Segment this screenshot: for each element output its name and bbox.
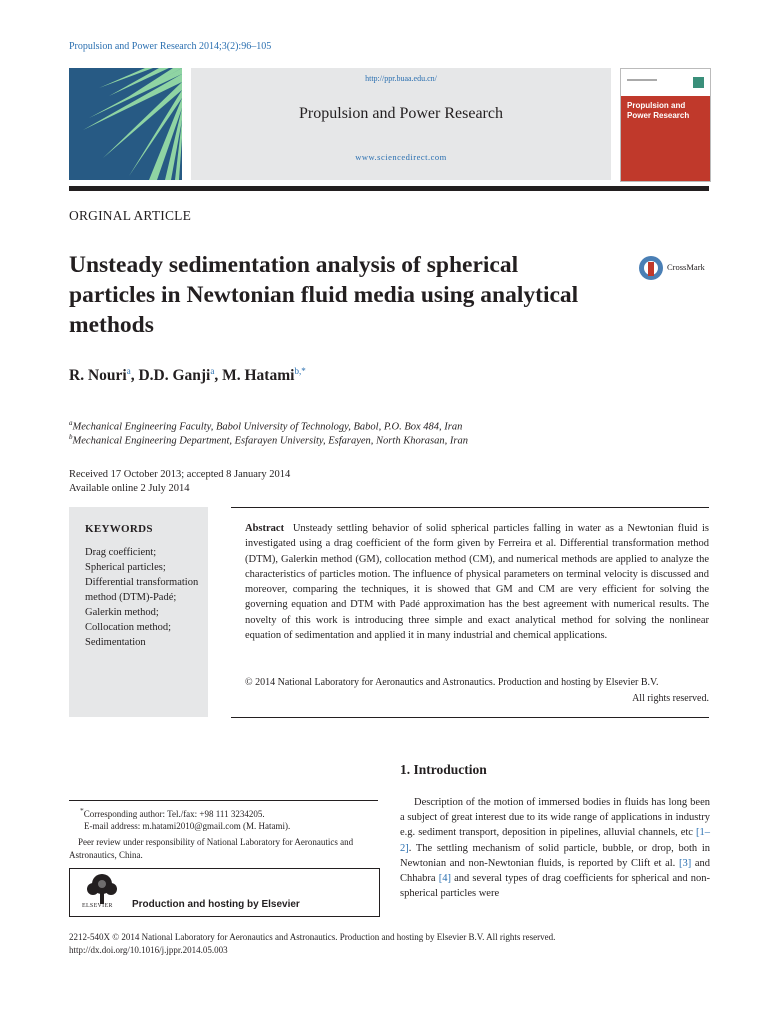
keyword-item: Drag coefficient; (85, 547, 157, 558)
issn-copyright: 2212-540X © 2014 National Laboratory for Aeronautics and Astronautics. Production and hosting by Elsevier B.V. All rights reserved. (69, 932, 556, 942)
author-affiliation-link[interactable]: a (126, 366, 131, 376)
abstract-label: Abstract (245, 523, 285, 534)
keywords-box (69, 507, 208, 717)
keywords-heading: KEYWORDS (85, 523, 153, 535)
author-affiliation-link[interactable]: a (210, 366, 215, 376)
reference-link[interactable]: [1–2] (400, 827, 710, 854)
doi-link[interactable]: http://dx.doi.org/10.1016/j.jppr.2014.05.003 (69, 945, 228, 955)
keyword-item: Collocation method; (85, 622, 172, 633)
corresponding-author-note: *Corresponding author: Tel./fax: +98 111 3234205. (80, 806, 265, 819)
elsevier-banner (69, 868, 380, 917)
elsevier-hosting-text: Production and hosting by Elsevier (132, 899, 300, 910)
abstract-rights: All rights reserved. (632, 693, 709, 704)
keywords-list (85, 545, 203, 650)
abstract-top-rule (231, 507, 709, 508)
keyword-item: Differential transformation method (DTM)-Padé; (85, 577, 199, 603)
keyword-item: Spherical particles; (85, 562, 166, 573)
journal-citation[interactable]: Propulsion and Power Research 2014;3(2):96–105 (69, 41, 272, 52)
keyword-item: Sedimentation (85, 637, 146, 648)
author-affiliation-link[interactable]: b,* (294, 366, 306, 376)
reference-link[interactable]: [3] (678, 857, 692, 869)
author-email[interactable]: E-mail address: m.hatami2010@gmail.com (M. Hatami). (84, 821, 291, 831)
journal-url-link[interactable]: http://ppr.buaa.edu.cn/ (365, 74, 437, 83)
article-type: ORGINAL ARTICLE (69, 208, 192, 223)
journal-title: Propulsion and Power Research (299, 105, 503, 122)
received-date: Received 17 October 2013; accepted 8 January 2014 (69, 469, 291, 480)
section-heading-introduction: 1. Introduction (400, 762, 487, 777)
footnote-rule (69, 800, 378, 801)
author-name: D.D. Ganji (138, 367, 211, 385)
cover-rule (627, 79, 657, 81)
author-list: R. Nouri$^a$, D.D. Ganji$^a$, M. Hatami$^{b,*}$ (69, 366, 306, 385)
journal-logo (69, 68, 182, 180)
reference-link[interactable]: [4] (438, 873, 451, 885)
affiliation-a: $^a$Mechanical Engineering Faculty, Babol University of Technology, Babol, P.O. Box 484, Iran (69, 419, 463, 433)
article-title: Unsteady sedimentation analysis of spherical particles in Newtonian fluid media using analytical methods (69, 252, 579, 338)
crossmark-label: CrossMark (667, 262, 705, 272)
abstract-text: Abstract Unsteady settling behavior of solid spherical particles falling in water as a Newtonian fluid is investigated using a drag coefficient of the form given by Ferreira et al. Differential transformation method (DTM), Galerkin method (GM), collocation method (CM), and numerical methods are applied to analyze the characteristics of particles motion. The influence of physical parameters on terminal velocity is discussed and moreover, comparing the techniques, it is showed that GM and CM are very efficient for solving the governing equation and DTM with Padé approximation has the best agreement with numerical results. The novelty of this work is introducing three simple and exact analytical method for solving the nonlinear equation of sedimentation and applied it in many industrial and chemical applications. (245, 523, 710, 642)
peer-review-note: Peer review under responsibility of National Laboratory for Aeronautics and Astronautics, China. (69, 837, 354, 860)
sciencedirect-link[interactable]: www.sciencedirect.com (355, 152, 447, 162)
journal-header-band (191, 68, 611, 180)
affiliation-b: $^b$Mechanical Engineering Department, Esfarayen University, Esfarayen, North Khorasan, Iran (69, 433, 468, 447)
cover-title: Propulsion and Power Research (627, 101, 690, 120)
introduction-paragraph: Description of the motion of immersed bodies in fluids has long been a subject of great interest due to its wide range of applications in industry e.g. sediment transport, deposition in pipelines, alluvial channels, etc [1–2]. The settling mechanism of solid particle, bubble, or drop, both in Newtonian and non-Newtonian fluids, is reported by Clift et al. [3] and Chhabra [4] and several types of drag coefficients for spherical and non-spherical particles were (400, 797, 710, 900)
online-date: Available online 2 July 2014 (69, 483, 190, 494)
keyword-item: Galerkin method; (85, 607, 159, 618)
abstract-copyright: © 2014 National Laboratory for Aeronautics and Astronautics. Production and hosting by Elsevier B.V. (245, 677, 659, 688)
header-divider (69, 186, 709, 191)
crossmark-button[interactable] (638, 254, 712, 282)
journal-cover-thumbnail (620, 68, 711, 182)
cover-emblem-icon (693, 77, 704, 88)
abstract-bottom-rule (231, 717, 709, 718)
sunburst-logo-icon (69, 68, 182, 180)
author-name: R. Nouri (69, 367, 127, 385)
elsevier-wordmark: ELSEVIER (82, 903, 113, 909)
author-name: M. Hatami (222, 367, 295, 385)
